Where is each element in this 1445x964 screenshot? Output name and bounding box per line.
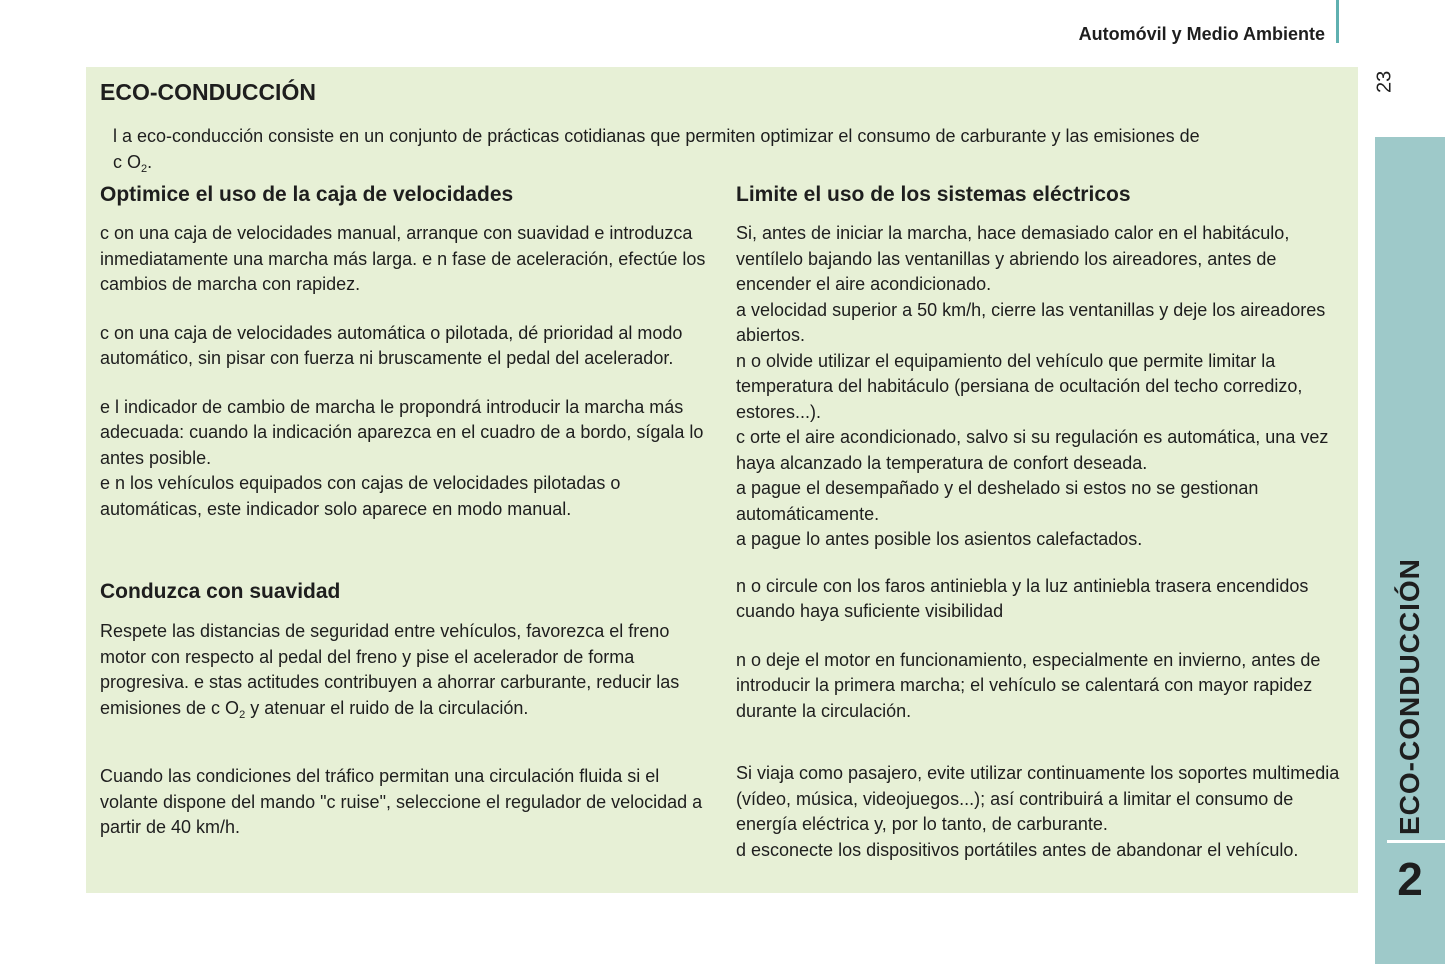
tip-demisting: a pague el desempañado y el deshelado si estos no se gestionan automáticamente. (736, 478, 1259, 524)
electrical-tips-block (736, 221, 1348, 553)
cruise-control-paragraph: Cuando las condiciones del tráfico permitan una circulación fluida si el volante dispone del mando "c ruise", seleccione el regulador de velocidad a partir de 40 km/h. (100, 766, 703, 837)
header-divider (1336, 0, 1339, 43)
right-column (736, 181, 1348, 863)
content-panel (86, 67, 1358, 893)
tip-ventilate: Si, antes de iniciar la marcha, hace demasiado calor en el habitáculo, ventílelo bajando las ventanillas y abriendo los aireadores, antes de encender el aire acondicionado. (736, 223, 1290, 294)
gearbox-heading: Optimice el uso de la caja de velocidades (100, 183, 514, 206)
tip-multimedia: Si viaja como pasajero, evite utilizar continuamente los soportes multimedia (vídeo, música, videojuegos...); así contribuirá a limitar el consumo de energía eléctrica y, por lo tanto, de carburante. (736, 763, 1340, 834)
section-title: ECO-CONDUCCIÓN (100, 79, 316, 105)
intro-line-1: l a eco-conducción consiste en un conjunto de prácticas cotidianas que permiten optimizar el consumo de carburante y las emisiones de (113, 126, 1200, 146)
tip-fog-lamps: n o circule con los faros antiniebla y la luz antiniebla trasera encendidos cuando haya suficiente visibilidad (736, 575, 1309, 621)
tip-heated-seats: a pague lo antes posible los asientos calefactados. (736, 529, 1143, 549)
gearbox-automatic-paragraph: c on una caja de velocidades automática o pilotada, dé prioridad al modo automático, sin pisar con fuerza ni bruscamente el pedal del acelerador. (100, 322, 683, 368)
chapter-divider (1387, 840, 1445, 843)
gear-indicator-note: e n los vehículos equipados con cajas de velocidades pilotadas o automáticas, este indicador solo aparece en modo manual. (100, 473, 621, 519)
chapter-label: ECO-CONDUCCIÓN (1394, 558, 1425, 836)
tip-close-windows: a velocidad superior a 50 km/h, cierre las ventanillas y deje los aireadores abiertos. (736, 299, 1326, 345)
running-header: Automóvil y Medio Ambiente (1078, 24, 1325, 44)
chapter-tab (1375, 137, 1445, 964)
gearbox-manual-paragraph: c on una caja de velocidades manual, arranque con suavidad e introduzca inmediatamente una marcha más larga. e n fase de aceleración, efectúe los cambios de marcha con rapidez. (100, 223, 706, 294)
left-column (100, 181, 710, 841)
gear-indicator-paragraph: e l indicador de cambio de marcha le propondrá introducir la marcha más adecuada: cuando la indicación aparezca en el cuadro de a bordo, sígala lo antes posible. (100, 396, 704, 468)
smooth-driving-heading: Conduzca con suavidad (100, 580, 341, 603)
intro-paragraph (113, 123, 1323, 175)
electrical-heading: Limite el uso de los sistemas eléctricos (736, 183, 1131, 206)
passenger-tips-block (736, 761, 1348, 863)
tip-cabin-equipment: n o olvide utilizar el equipamiento del vehículo que permite limitar la temperatura del habitáculo (persiana de ocultación del techo corredizo, estores...). (736, 350, 1303, 422)
smooth-driving-paragraph: Respete las distancias de seguridad entre vehículos, favorezca el freno motor con respecto al pedal del freno y pise el acelerador de forma progresiva. e stas actitudes contribuyen a ahorrar carburante, reducir las emisiones de c $O_2$ y atenuar el ruido de la circulación. (100, 621, 680, 721)
page-number: 23 (1373, 70, 1396, 94)
tip-portable-devices: d esconecte los dispositivos portátiles antes de abandonar el vehículo. (736, 839, 1299, 860)
chapter-number: 2 (1397, 853, 1423, 905)
tip-air-conditioning: c orte el aire acondicionado, salvo si su regulación es automática, una vez haya alcanzado la temperatura de confort deseada. (736, 427, 1329, 473)
intro-line-2: c $O_2$. (113, 152, 153, 175)
tip-engine-idle: n o deje el motor en funcionamiento, especialmente en invierno, antes de introducir la primera marcha; el vehículo se calentará con mayor rapidez durante la circulación. (736, 649, 1321, 721)
